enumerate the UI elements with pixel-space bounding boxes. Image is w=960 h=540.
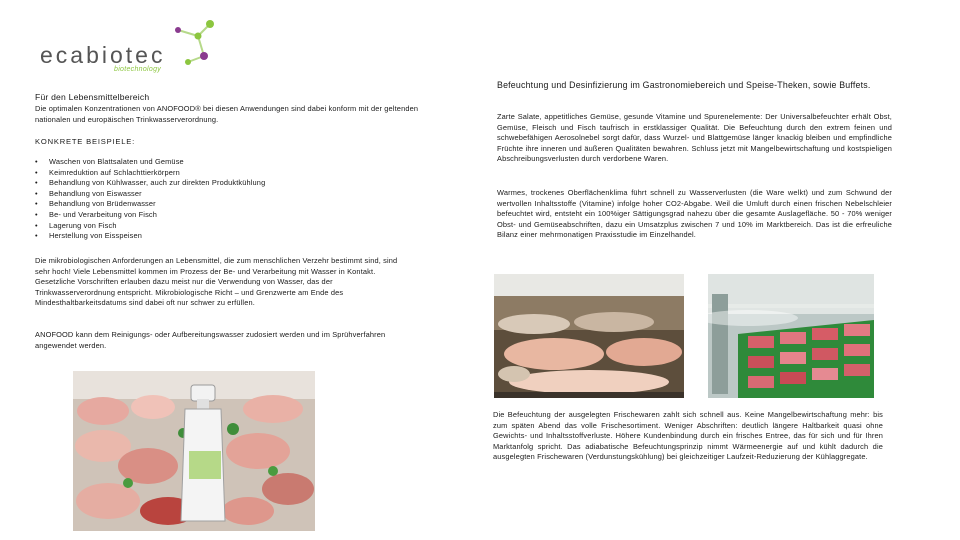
list-item: • Herstellung von Eisspeisen [35,231,435,242]
logo-subtitle: biotechnology [114,66,162,73]
fish-counter-photo [494,274,684,398]
list-item: • Lagerung von Fisch [35,221,435,232]
meat-spray-photo [73,371,315,531]
right-paragraph-2: Warmes, trockenes Oberflächenklima führt schnell zu Wasserverlusten (die Ware welkt) und zum Schwund der wertvollen Inhaltsstoffe (Vitamine) infolge hoher CO2-Abgabe. Weil die Umluft durch einen frischen Nebelschleier befeuchtet wird, entsteht ein 100%iger Sättigungsgrad nahezu über die gesamte Auslagefläche. 50 - 70% weniger Obst- und Gemüseabschriften, dazu ein Umsatzplus zwischen 7 und 10% im Marktbereich. Das ist die erfreuliche Bilanz einer mehrmonatigen Praxisstudie im Einzelhandel. [497,188,892,240]
molecule-icon [158,18,218,74]
list-item: • Waschen von Blattsalaten und Gemüse [35,157,435,168]
list-item: • Behandlung von Brüdenwasser [35,199,435,210]
list-item: • Keimreduktion auf Schlachttierkörpern [35,168,435,179]
right-paragraph-3: Die Befeuchtung der ausgelegten Frischewaren zahlt sich schnell aus. Keine Mangelbewirtschaftung mehr: bis zum späten Abend das volle Frischesortiment. Weniger Abschriften: deutlich längere Haltbarkeit quasi ohne Gewichts- und Inhaltsstoffverluste. Höhere Kundenbindung durch ein frisches Entree, das für sich und für Ihren Marktanfolg spricht. Das adiabatische Befeuchtungsprinzip nimmt Wärmeenergie auf und kühlt dadurch die ausgelegten Frischewaren (Verdunstungskühlung) bei gleichzeitiger Laufzeit-Reduzierung der Kühlaggregate. [493,410,883,462]
left-heading: Für den Lebensmittelbereich [35,92,150,102]
examples-list [35,157,435,242]
list-item: • Be- und Verarbeitung von Fisch [35,210,435,221]
anofood-text: ANOFOOD kann dem Reinigungs- oder Aufbereitungswasser zudosiert werden und im Sprühverfahren angewendet werden. [35,330,386,350]
right-paragraph-1: Zarte Salate, appetitliches Gemüse, gesunde Vitamine und Spurenelemente: Der Universalbefeuchter erhält Obst, Gemüse, Fleisch und Fisch taufrisch in erstklassiger Qualität. Die Befeuchtung durch den extrem feinen und schwebefähigen Aerosolnebel sorgt dafür, dass Wurzel- und Blattgemüse länger knackig bleiben und empfindliche Früchte ihre inneren und äußeren Qualitäten bewahren. Schluss jetzt mit Mangelbewirtschaftung und kostspieligen Abschreibungsverlusten durch verdorbene Waren. [497,112,892,164]
microbiology-text: Die mikrobiologischen Anforderungen an Lebensmittel, die zum menschlichen Verzehr bestimmt sind, sind sehr hoch! Viele Lebensmittel kommen im Prozess der Be- und Verarbeitung mit Wasser in Kontakt. Gesetzliche Vorschriften erlauben dazu meist nur die Verwendung von Wasser, das der Trinkwasserverordnung entspricht. Mikrobiologische Richt – und Grenzwerte am Ende des Mindesthaltbarkeitsdatums sind dabei oft nur schwer zu erfüllen. [35,256,398,308]
right-heading: Befeuchtung und Desinfizierung im Gastronomiebereich und Speise-Theken, sowie Buffets. [497,80,871,90]
examples-title: KONKRETE BEISPIELE: [35,137,136,146]
logo-wordmark: ecabiotec [40,42,166,68]
list-item: • Behandlung von Eiswasser [35,189,435,200]
company-logo [38,18,218,78]
list-item: • Behandlung von Kühlwasser, auch zur direkten Produktkühlung [35,178,435,189]
meat-counter-photo [708,274,874,398]
left-intro-text: Die optimalen Konzentrationen von ANOFOOD® bei diesen Anwendungen sind dabei konform mit der geltenden nationalen und europäischen Trinkwasserverordnung. [35,104,419,124]
